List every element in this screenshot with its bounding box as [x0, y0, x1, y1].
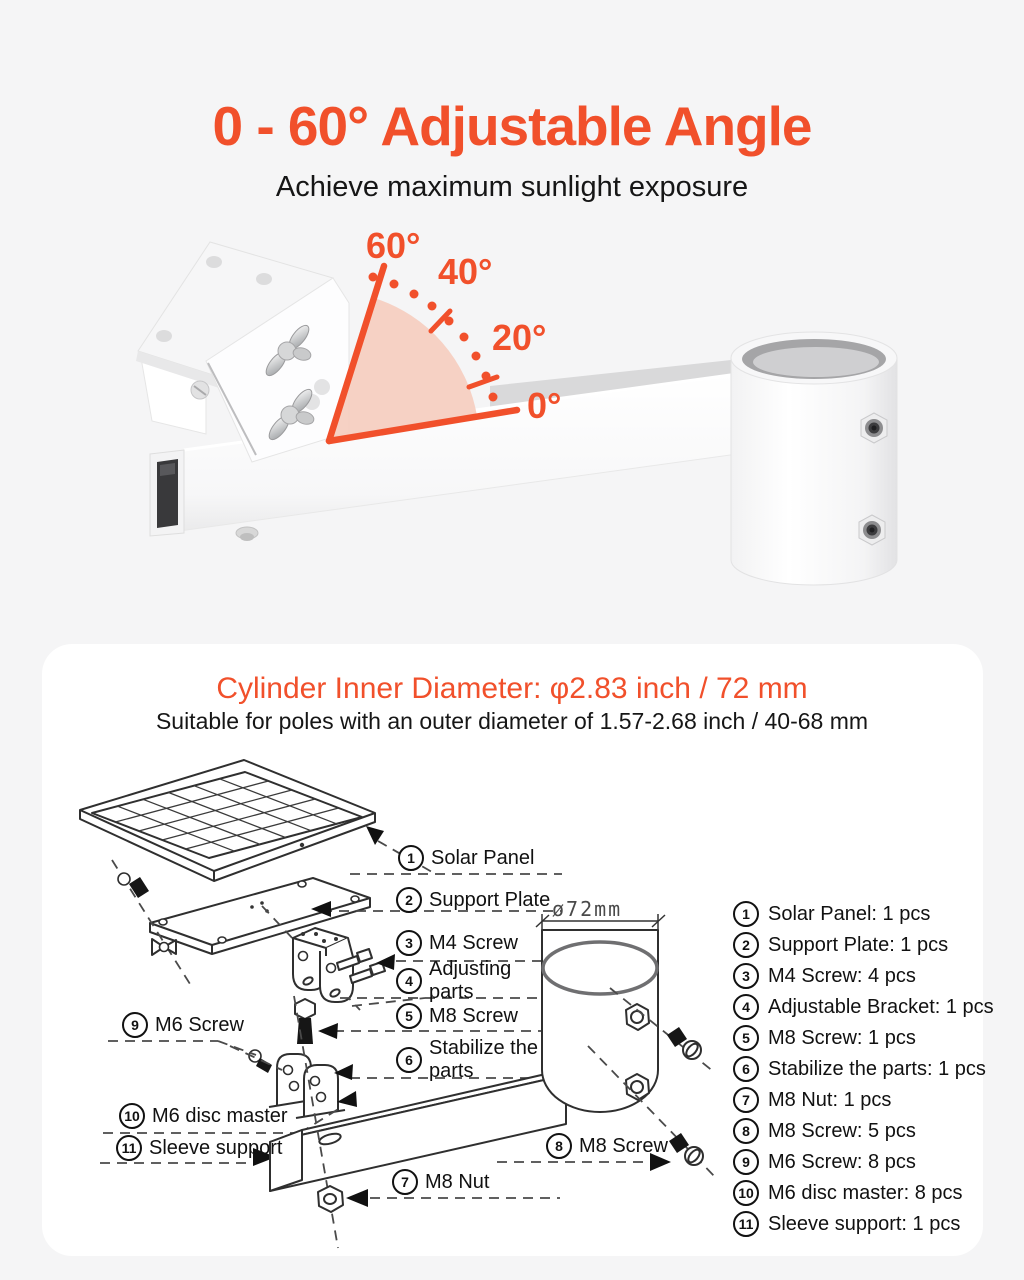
parts-list-item — [733, 1118, 985, 1144]
part-text: M8 Screw: 5 pcs — [768, 1119, 916, 1142]
parts-list-item — [733, 1149, 985, 1175]
part-number: 9 — [733, 1149, 759, 1175]
callout-text: M6 disc master — [152, 1104, 288, 1127]
callout-adjusting-parts — [396, 958, 547, 1004]
callout-m8-screw — [396, 1003, 518, 1029]
callout-m4-screw — [396, 930, 518, 956]
angle-label-0: 0° — [527, 385, 562, 426]
parts-list-item — [733, 1211, 985, 1237]
part-number: 10 — [733, 1180, 759, 1206]
callout-text: M6 Screw — [155, 1013, 244, 1036]
callout-number: 7 — [392, 1169, 418, 1195]
part-text: Sleeve support: 1 pcs — [768, 1212, 961, 1235]
callout-m6-disc-master — [119, 1103, 288, 1129]
callout-text: M8 Screw — [429, 1004, 518, 1027]
hex-nut — [861, 413, 887, 443]
part-number: 11 — [733, 1211, 759, 1237]
part-text: M4 Screw: 4 pcs — [768, 964, 916, 987]
page-subtitle: Achieve maximum sunlight exposure — [275, 171, 749, 203]
callout-sleeve-support — [116, 1135, 282, 1161]
parts-list-item — [733, 901, 985, 927]
callout-text: Adjusting parts — [429, 958, 512, 1003]
product-photo — [136, 242, 897, 585]
part-number: 1 — [733, 901, 759, 927]
part-number: 2 — [733, 932, 759, 958]
page-title: 0 - 60° Adjustable Angle — [212, 95, 812, 157]
callout-number: 3 — [396, 930, 422, 956]
parts-list-item — [733, 1180, 985, 1206]
card-subtitle: Suitable for poles with an outer diameter of 1.57-2.68 inch / 40-68 mm — [155, 708, 869, 734]
part-number: 7 — [733, 1087, 759, 1113]
part-text: M6 disc master: 8 pcs — [768, 1181, 963, 1204]
part-number: 5 — [733, 1025, 759, 1051]
part-number: 3 — [733, 963, 759, 989]
callout-stabilize-parts — [396, 1037, 547, 1083]
callout-m6-screw — [122, 1012, 244, 1038]
callout-text: M8 Nut — [425, 1170, 490, 1193]
callout-text: M4 Screw — [429, 931, 518, 954]
angle-label-40: 40° — [438, 251, 493, 292]
callout-support-plate — [396, 887, 550, 913]
card-title: Cylinder Inner Diameter: φ2.83 inch / 72 mm — [216, 672, 808, 705]
parts-list-item — [733, 1087, 985, 1113]
part-number: 6 — [733, 1056, 759, 1082]
part-text: M8 Screw: 1 pcs — [768, 1026, 916, 1049]
callout-number: 11 — [116, 1135, 142, 1161]
callout-number: 1 — [398, 845, 424, 871]
callout-text: Support Plate — [429, 888, 551, 911]
parts-list-item — [733, 963, 985, 989]
callout-solar-panel — [398, 845, 534, 871]
part-number: 4 — [733, 994, 759, 1020]
part-text: Adjustable Bracket: 1 pcs — [768, 995, 994, 1018]
parts-list-item — [733, 1025, 985, 1051]
angle-label-20: 20° — [492, 317, 547, 358]
callout-number: 6 — [396, 1047, 422, 1073]
parts-list-item — [733, 994, 994, 1020]
callout-number: 8 — [546, 1133, 572, 1159]
callout-number: 5 — [396, 1003, 422, 1029]
angle-arc — [329, 266, 517, 441]
part-text: M8 Nut: 1 pcs — [768, 1088, 892, 1111]
diameter-dimension-label: ø72mm — [552, 897, 623, 921]
callout-text: Stabilize the parts — [429, 1037, 538, 1082]
hex-nut — [859, 515, 885, 545]
part-text: M6 Screw: 8 pcs — [768, 1150, 916, 1173]
callout-text: Solar Panel — [431, 846, 535, 869]
callout-text: M8 Screw — [579, 1134, 668, 1157]
callout-number: 4 — [396, 968, 422, 994]
callout-text: Sleeve support — [149, 1136, 283, 1159]
callout-number: 9 — [122, 1012, 148, 1038]
parts-list-item — [733, 932, 985, 958]
parts-list — [733, 901, 994, 1242]
part-text: Stabilize the parts: 1 pcs — [768, 1057, 986, 1080]
part-text: Solar Panel: 1 pcs — [768, 902, 931, 925]
callout-number: 2 — [396, 887, 422, 913]
parts-list-item — [733, 1056, 985, 1082]
part-text: Support Plate: 1 pcs — [768, 933, 949, 956]
callout-m8-screw-2 — [546, 1133, 668, 1159]
callout-number: 10 — [119, 1103, 145, 1129]
angle-label-60: 60° — [366, 225, 421, 266]
callout-m8-nut — [392, 1169, 489, 1195]
part-number: 8 — [733, 1118, 759, 1144]
